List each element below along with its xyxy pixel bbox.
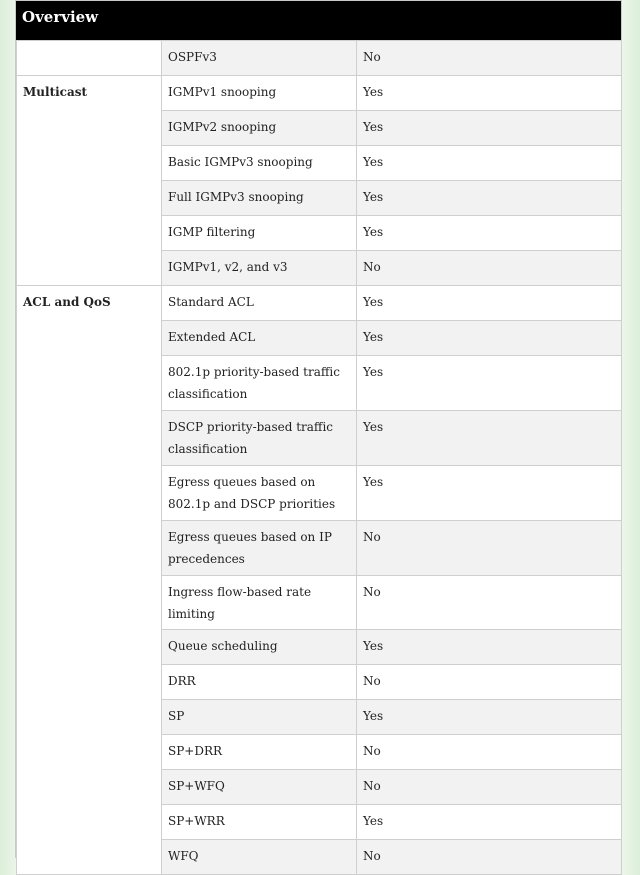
value-cell: No <box>357 521 622 576</box>
value-cell: Yes <box>357 181 622 216</box>
feature-cell: IGMPv1, v2, and v3 <box>162 251 357 286</box>
table-row <box>17 286 622 321</box>
value-cell: Yes <box>357 805 622 840</box>
feature-cell: Extended ACL <box>162 321 357 356</box>
feature-cell: SP <box>162 700 357 735</box>
feature-cell: Standard ACL <box>162 286 357 321</box>
value-cell: No <box>357 770 622 805</box>
feature-cell: Egress queues based on IP precedences <box>162 521 357 576</box>
value-cell: Yes <box>357 321 622 356</box>
feature-cell: DSCP priority-based traffic classification <box>162 411 357 466</box>
value-cell: Yes <box>357 630 622 665</box>
feature-cell: 802.1p priority-based traffic classification <box>162 356 357 411</box>
value-cell: Yes <box>357 356 622 411</box>
feature-cell: IGMPv2 snooping <box>162 111 357 146</box>
value-cell: No <box>357 665 622 700</box>
feature-cell: WFQ <box>162 840 357 875</box>
feature-cell: Basic IGMPv3 snooping <box>162 146 357 181</box>
value-cell: Yes <box>357 700 622 735</box>
category-cell-acl-qos: ACL and QoS <box>17 286 162 875</box>
feature-cell: Full IGMPv3 snooping <box>162 181 357 216</box>
table-row <box>17 76 622 111</box>
feature-cell: Egress queues based on 802.1p and DSCP priorities <box>162 466 357 521</box>
section-title: Overview <box>16 1 621 40</box>
feature-cell: SP+WRR <box>162 805 357 840</box>
feature-cell: IGMPv1 snooping <box>162 76 357 111</box>
category-cell-multicast: Multicast <box>17 76 162 286</box>
feature-cell: DRR <box>162 665 357 700</box>
feature-table <box>16 40 622 875</box>
feature-cell: IGMP filtering <box>162 216 357 251</box>
value-cell: No <box>357 41 622 76</box>
feature-cell: SP+DRR <box>162 735 357 770</box>
value-cell: Yes <box>357 146 622 181</box>
feature-cell: SP+WFQ <box>162 770 357 805</box>
value-cell: Yes <box>357 111 622 146</box>
value-cell: Yes <box>357 216 622 251</box>
value-cell: Yes <box>357 466 622 521</box>
value-cell: No <box>357 735 622 770</box>
value-cell: Yes <box>357 286 622 321</box>
value-cell: No <box>357 251 622 286</box>
table-row <box>17 41 622 76</box>
feature-cell: Queue scheduling <box>162 630 357 665</box>
feature-cell: OSPFv3 <box>162 41 357 76</box>
category-cell <box>17 41 162 76</box>
value-cell: No <box>357 576 622 630</box>
value-cell: Yes <box>357 76 622 111</box>
spec-document <box>15 0 622 863</box>
feature-cell: Ingress flow-based rate limiting <box>162 576 357 630</box>
value-cell: No <box>357 840 622 875</box>
value-cell: Yes <box>357 411 622 466</box>
